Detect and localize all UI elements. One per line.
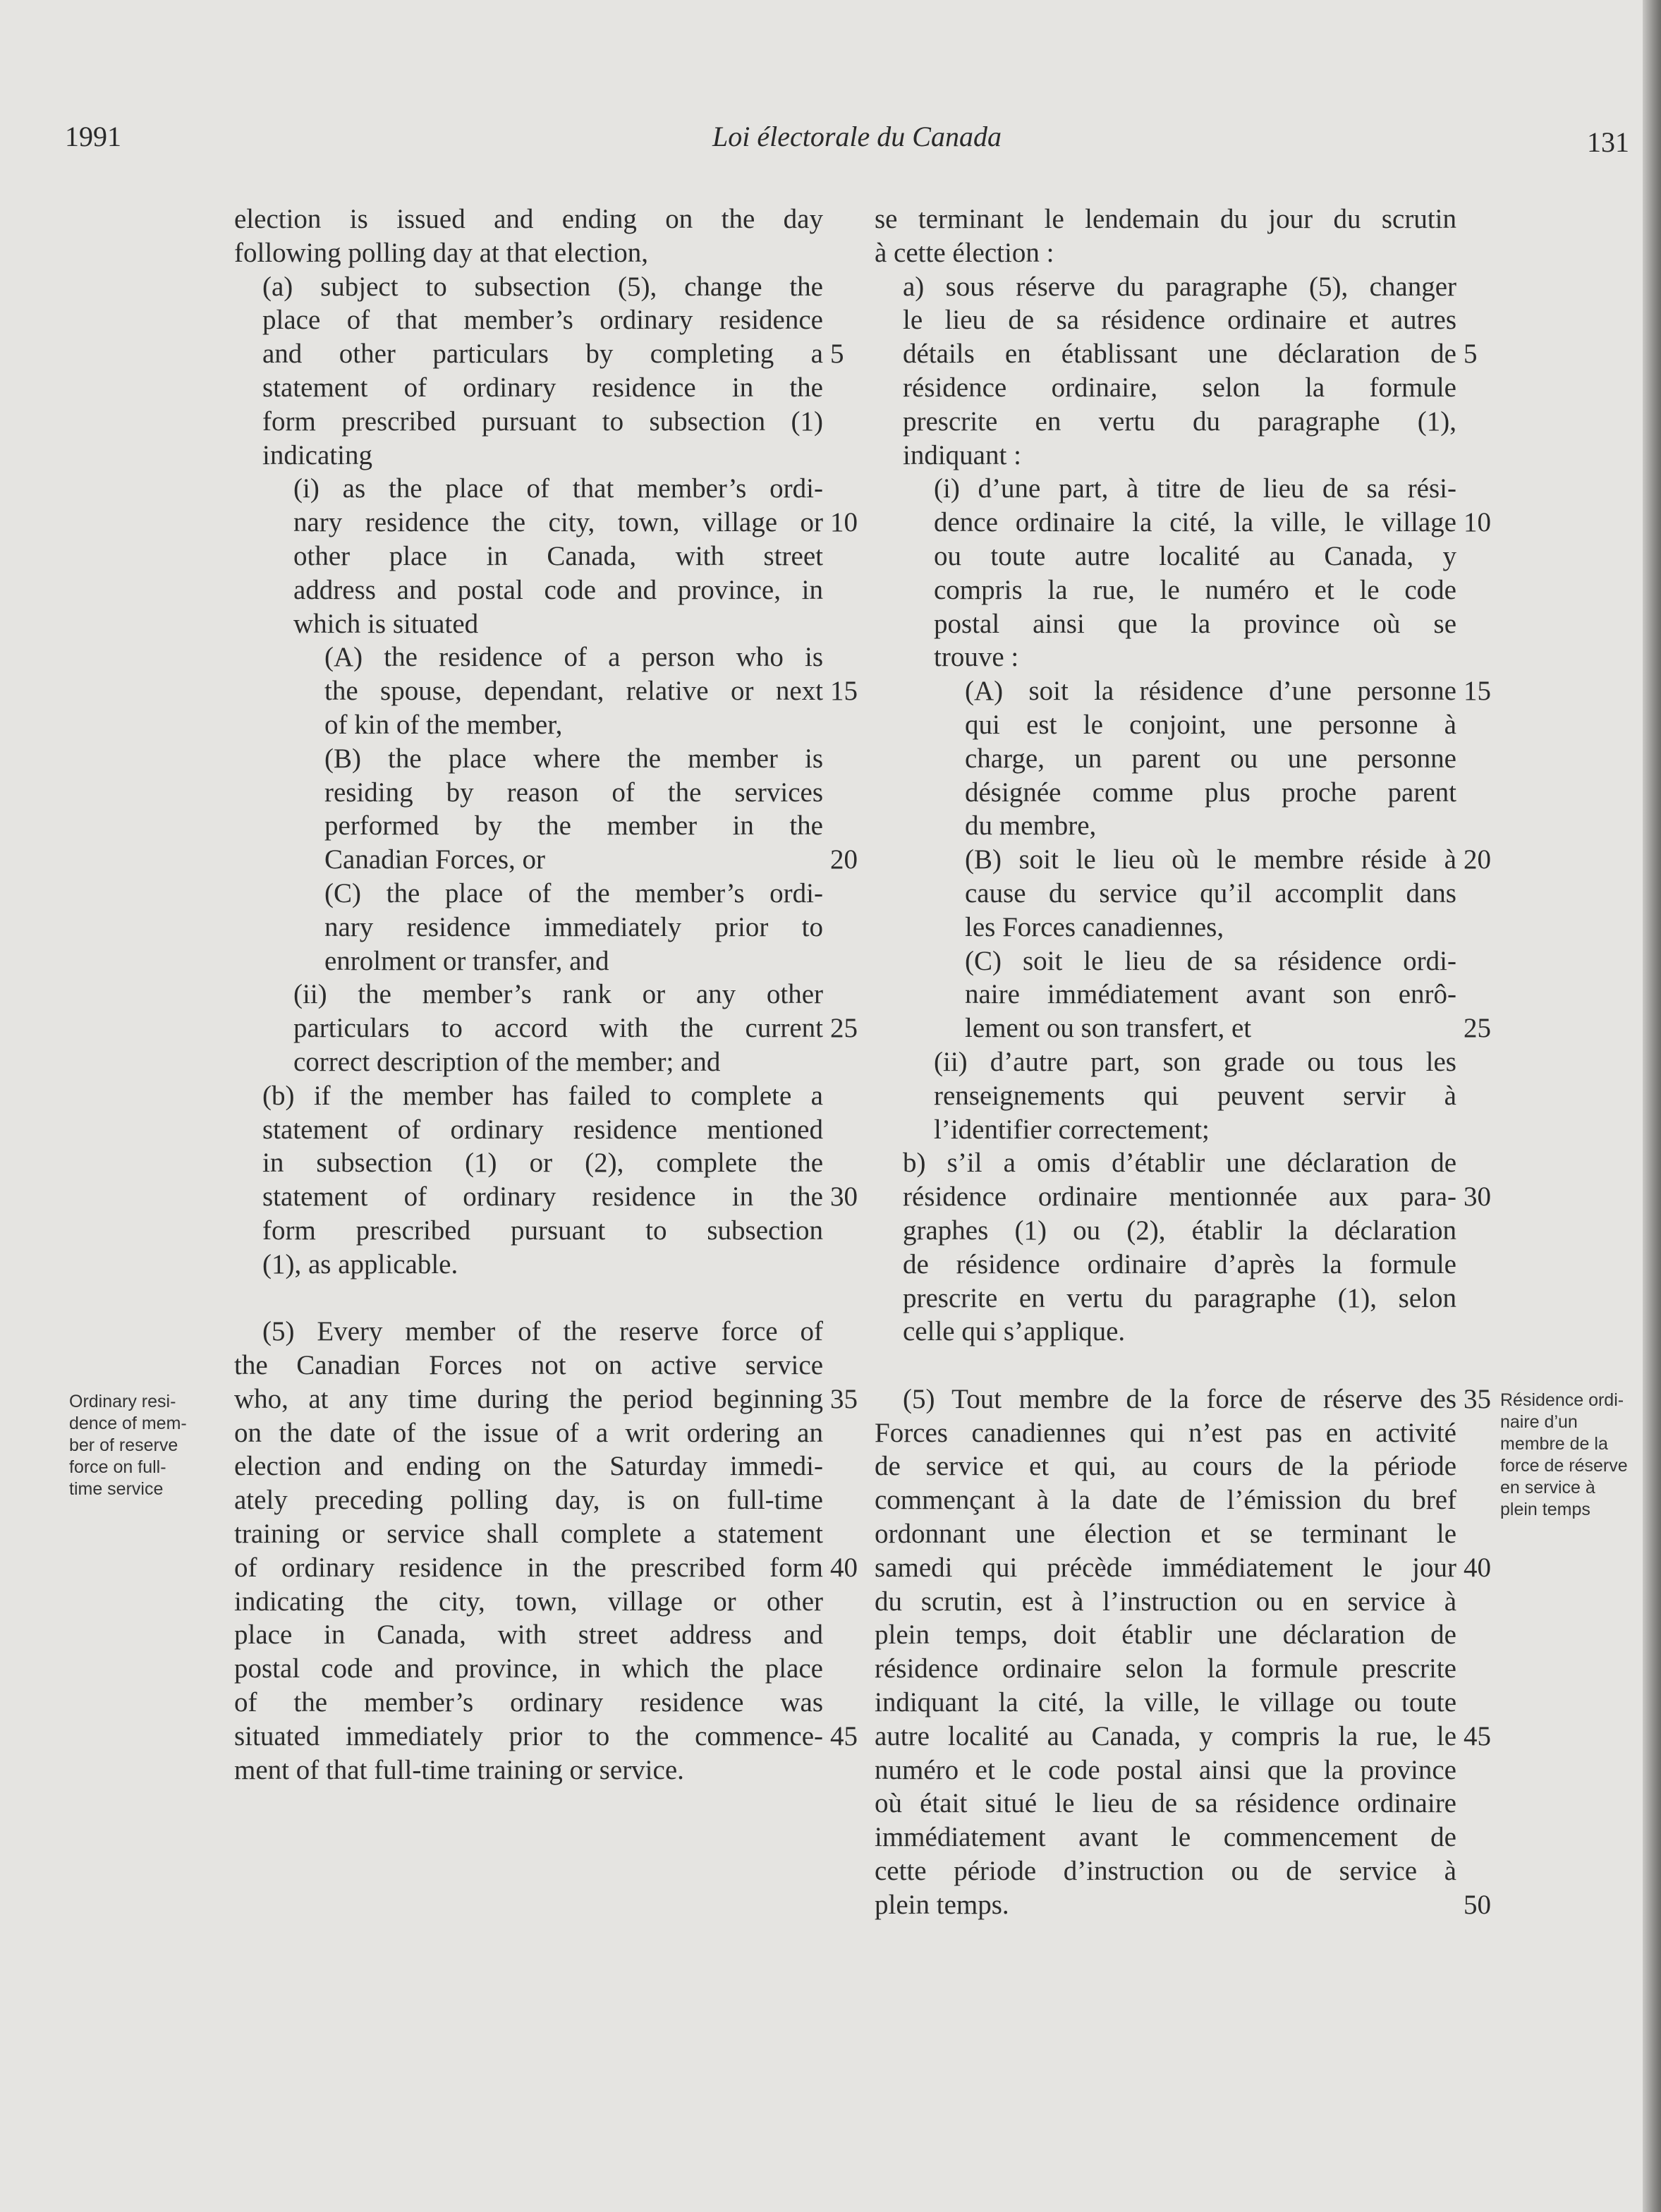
line-text: résidence ordinaire selon la formule prescrite xyxy=(875,1653,1456,1684)
text-line xyxy=(234,1349,823,1382)
text-line xyxy=(234,1618,823,1652)
line-text: compris la rue, le numéro et le code xyxy=(934,574,1456,605)
text-line xyxy=(234,506,858,540)
line-text: celle qui s’applique. xyxy=(903,1316,1126,1347)
line-text: naire immédiatement avant son enrô- xyxy=(965,979,1456,1010)
line-text: correct description of the member; and xyxy=(293,1046,721,1077)
line-number: 20 xyxy=(830,844,858,875)
margin-note-line: force on full- xyxy=(69,1457,166,1477)
text-line xyxy=(234,809,823,843)
text-line xyxy=(875,1618,1456,1652)
line-text: in subsection (1) or (2), complete the xyxy=(262,1148,823,1179)
text-line xyxy=(875,978,1456,1011)
text-line xyxy=(234,640,823,674)
line-number: 30 xyxy=(830,1181,858,1213)
line-text: election and ending on the Saturday immedi- xyxy=(234,1451,823,1482)
text-line xyxy=(875,1315,1456,1349)
text-line xyxy=(875,1720,1491,1754)
text-line xyxy=(234,1686,823,1720)
french-paragraph-4 xyxy=(875,202,1491,1349)
line-text: se terminant le lendemain du jour du scrutin xyxy=(875,204,1456,234)
line-text: particulars to accord with the current xyxy=(293,1013,823,1044)
text-line xyxy=(875,337,1478,371)
french-column xyxy=(875,202,1491,1922)
line-text: place of that member’s ordinary residence xyxy=(262,305,823,336)
text-line xyxy=(234,742,823,776)
text-line xyxy=(875,1517,1456,1551)
text-line xyxy=(875,1282,1456,1315)
text-line xyxy=(234,1652,823,1686)
line-number: 45 xyxy=(830,1720,858,1751)
text-line xyxy=(234,978,823,1011)
line-text: form prescribed pursuant to subsection xyxy=(262,1215,823,1246)
text-line xyxy=(875,1483,1456,1517)
text-line xyxy=(234,776,823,810)
line-text: renseignements qui peuvent servir à xyxy=(934,1080,1456,1111)
text-line xyxy=(875,202,1456,236)
margin-note-line: force de réserve xyxy=(1500,1456,1628,1476)
line-text: plein temps. xyxy=(875,1889,1009,1920)
english-margin-note xyxy=(69,1391,187,1500)
header-year: 1991 xyxy=(65,121,121,152)
text-line xyxy=(875,1045,1456,1079)
margin-note-line: ber of reserve xyxy=(69,1435,178,1455)
text-line xyxy=(234,1315,823,1349)
line-text: (1), as applicable. xyxy=(262,1248,458,1280)
french-margin-note xyxy=(1500,1390,1628,1521)
text-line xyxy=(234,843,858,877)
text-line xyxy=(234,1011,858,1045)
margin-note-line: en service à xyxy=(1500,1478,1595,1497)
line-text: (C) the place of the member’s ordi- xyxy=(324,877,823,909)
text-line xyxy=(234,1248,823,1282)
line-text: place in Canada, with street address and xyxy=(234,1620,823,1651)
text-line xyxy=(234,405,823,439)
line-number: 10 xyxy=(830,507,858,538)
line-text: (i) d’une part, à titre de lieu de sa rési- xyxy=(934,473,1456,504)
line-number: 25 xyxy=(830,1013,858,1044)
line-text: election is issued and ending on the day xyxy=(234,204,823,234)
paragraph-spacer xyxy=(875,1349,1456,1382)
margin-note-line: plein temps xyxy=(1500,1500,1590,1519)
line-number: 25 xyxy=(1464,1013,1491,1044)
line-text: of kin of the member, xyxy=(324,709,563,740)
text-line xyxy=(875,1754,1456,1787)
text-line xyxy=(234,439,823,473)
line-text: lement ou son transfert, et xyxy=(965,1013,1252,1044)
english-paragraph-5 xyxy=(234,1315,858,1787)
line-text: who, at any time during the period beginning xyxy=(234,1383,823,1414)
line-text: ately preceding polling day, is on full-time xyxy=(234,1485,823,1516)
line-text: performed by the member in the xyxy=(324,810,823,841)
text-line xyxy=(875,303,1456,337)
text-line xyxy=(875,1686,1456,1720)
line-text: cause du service qu’il accomplit dans xyxy=(965,877,1456,909)
line-text: statement of ordinary residence mentioned xyxy=(262,1114,823,1145)
text-line xyxy=(875,270,1456,304)
line-text: on the date of the issue of a writ ordering an xyxy=(234,1417,823,1448)
line-text: of the member’s ordinary residence was xyxy=(234,1687,823,1718)
line-text: cette période d’instruction ou de service à xyxy=(875,1856,1456,1887)
line-text: charge, un parent ou une personne xyxy=(965,743,1456,774)
text-line xyxy=(234,270,823,304)
text-line xyxy=(875,1011,1491,1045)
line-text: other place in Canada, with street xyxy=(293,540,823,571)
line-text: residing by reason of the services xyxy=(324,777,823,808)
line-text: a) sous réserve du paragraphe (5), changer xyxy=(903,271,1456,302)
line-text: (b) if the member has failed to complete a xyxy=(262,1080,823,1111)
line-text: enrolment or transfer, and xyxy=(324,945,609,976)
line-text: (5) Every member of the reserve force of xyxy=(262,1316,823,1347)
paragraph-spacer xyxy=(234,1282,823,1315)
text-line xyxy=(234,573,823,607)
line-text: (A) soit la résidence d’une personne xyxy=(965,676,1456,707)
text-line xyxy=(234,1180,858,1214)
text-line xyxy=(875,1382,1491,1416)
text-line xyxy=(875,1787,1456,1821)
margin-note-line: Résidence ordi- xyxy=(1500,1390,1624,1410)
line-text: du membre, xyxy=(965,810,1097,841)
text-line xyxy=(875,1821,1456,1854)
text-line xyxy=(875,1551,1491,1585)
line-text: où était situé le lieu de sa résidence ordinaire xyxy=(875,1788,1456,1819)
text-line xyxy=(234,1720,858,1754)
line-text: commençant à la date de l’émission du bref xyxy=(875,1485,1456,1516)
text-line xyxy=(234,911,823,944)
line-text: (a) subject to subsection (5), change the xyxy=(262,271,823,302)
line-text: autre localité au Canada, y compris la rue, le xyxy=(875,1720,1456,1751)
line-text: nary residence immediately prior to xyxy=(324,911,823,942)
line-text: de service et qui, au cours de la période xyxy=(875,1451,1456,1482)
text-line xyxy=(234,236,823,270)
line-text: (B) the place where the member is xyxy=(324,743,823,774)
english-paragraph-4 xyxy=(234,202,858,1282)
line-number: 15 xyxy=(1464,676,1491,707)
line-text: of ordinary residence in the prescribed form xyxy=(234,1552,823,1583)
line-text: the Canadian Forces not on active service xyxy=(234,1350,823,1381)
text-line xyxy=(234,607,823,641)
line-text: (5) Tout membre de la force de réserve des xyxy=(903,1383,1456,1414)
text-line xyxy=(875,607,1456,641)
line-number: 35 xyxy=(1464,1383,1491,1414)
line-text: (i) as the place of that member’s ordi- xyxy=(293,473,823,504)
line-text: form prescribed pursuant to subsection (1) xyxy=(262,406,823,437)
french-paragraph-5 xyxy=(875,1382,1491,1922)
line-text: statement of ordinary residence in the xyxy=(262,372,823,403)
line-text: following polling day at that election, xyxy=(234,237,649,268)
text-line xyxy=(875,472,1456,506)
line-number: 40 xyxy=(1464,1552,1491,1583)
text-line xyxy=(875,1652,1456,1686)
text-line xyxy=(875,506,1491,540)
margin-note-line: dence of mem- xyxy=(69,1414,187,1433)
text-line xyxy=(234,944,823,978)
text-line xyxy=(875,439,1456,473)
line-text: Forces canadiennes qui n’est pas en activité xyxy=(875,1417,1456,1448)
text-line xyxy=(875,1113,1456,1147)
line-text: indicating xyxy=(262,439,372,470)
margin-note-line: membre de la xyxy=(1500,1434,1608,1454)
line-text: le lieu de sa résidence ordinaire et autres xyxy=(903,305,1456,336)
text-line xyxy=(875,843,1491,877)
line-number: 10 xyxy=(1464,507,1491,538)
text-line xyxy=(234,1382,858,1416)
text-line xyxy=(875,742,1456,776)
line-number: 40 xyxy=(830,1552,858,1583)
line-text: situated immediately prior to the commence- xyxy=(234,1720,823,1751)
page-edge-shadow xyxy=(1643,0,1661,2212)
line-text: de résidence ordinaire d’après la formule xyxy=(903,1248,1456,1280)
text-line xyxy=(234,1045,823,1079)
line-text: trouve : xyxy=(934,642,1019,673)
line-text: ordonnant une élection et se terminant le xyxy=(875,1519,1456,1550)
text-line xyxy=(875,236,1456,270)
line-text: b) s’il a omis d’établir une déclaration de xyxy=(903,1148,1456,1179)
text-line xyxy=(234,1585,823,1619)
line-number: 35 xyxy=(830,1383,858,1414)
text-line xyxy=(875,1146,1456,1180)
text-line xyxy=(875,944,1456,978)
text-line xyxy=(234,877,823,911)
line-text: postal code and province, in which the place xyxy=(234,1653,823,1684)
line-text: nary residence the city, town, village or xyxy=(293,507,823,538)
line-text: du scrutin, est à l’instruction ou en service à xyxy=(875,1586,1456,1617)
text-line xyxy=(234,202,823,236)
text-line xyxy=(234,1113,823,1147)
line-text: (A) the residence of a person who is xyxy=(324,642,823,673)
text-line xyxy=(875,1854,1456,1888)
text-line xyxy=(234,1483,823,1517)
text-line xyxy=(875,1248,1456,1282)
line-text: graphes (1) ou (2), établir la déclaration xyxy=(903,1215,1456,1246)
text-line xyxy=(875,809,1456,843)
line-text: statement of ordinary residence in the xyxy=(262,1181,823,1213)
text-line xyxy=(234,1754,823,1787)
text-line xyxy=(234,1146,823,1180)
line-text: the spouse, dependant, relative or next xyxy=(324,676,823,707)
line-text: training or service shall complete a statement xyxy=(234,1519,823,1550)
line-text: l’identifier correctement; xyxy=(934,1114,1210,1145)
text-line xyxy=(875,573,1456,607)
header-title: Loi électorale du Canada xyxy=(712,121,1002,152)
english-column xyxy=(234,202,858,1787)
line-text: détails en établissant une déclaration de xyxy=(903,339,1456,370)
line-text: address and postal code and province, in xyxy=(293,574,823,605)
text-line xyxy=(875,1214,1456,1248)
text-line xyxy=(234,540,823,573)
line-text: (ii) d’autre part, son grade ou tous les xyxy=(934,1046,1456,1077)
text-line xyxy=(875,708,1456,742)
line-text: samedi qui précède immédiatement le jour xyxy=(875,1552,1456,1583)
line-text: (ii) the member’s rank or any other xyxy=(293,979,823,1010)
text-line xyxy=(234,1450,823,1483)
text-line xyxy=(234,337,844,371)
line-text: qui est le conjoint, une personne à xyxy=(965,709,1456,740)
line-number: 15 xyxy=(830,676,858,707)
text-line xyxy=(875,1079,1456,1113)
text-line xyxy=(234,1517,823,1551)
line-text: indiquant la cité, la ville, le village ou toute xyxy=(875,1687,1456,1718)
text-line xyxy=(875,1180,1491,1214)
text-line xyxy=(875,776,1456,810)
page-number: 131 xyxy=(1587,126,1629,158)
line-text: numéro et le code postal ainsi que la province xyxy=(875,1754,1456,1785)
text-line xyxy=(234,1551,858,1585)
line-text: Canadian Forces, or xyxy=(324,844,545,875)
line-text: dence ordinaire la cité, la ville, le village xyxy=(934,507,1456,538)
line-text: prescrite en vertu du paragraphe (1), selon xyxy=(903,1282,1456,1313)
text-line xyxy=(234,371,823,405)
line-number: 5 xyxy=(1464,339,1478,370)
line-text: les Forces canadiennes, xyxy=(965,911,1224,942)
line-text: plein temps, doit établir une déclaration de xyxy=(875,1620,1456,1651)
line-text: prescrite en vertu du paragraphe (1), xyxy=(903,406,1456,437)
line-text: and other particulars by completing a xyxy=(262,339,823,370)
line-number: 20 xyxy=(1464,844,1491,875)
line-text: ou toute autre localité au Canada, y xyxy=(934,540,1456,571)
margin-note-line: time service xyxy=(69,1479,164,1499)
text-line xyxy=(875,371,1456,405)
text-line xyxy=(875,1416,1456,1450)
text-line xyxy=(875,640,1456,674)
line-number: 30 xyxy=(1464,1181,1491,1213)
line-number: 50 xyxy=(1464,1889,1491,1920)
text-line xyxy=(234,674,858,708)
line-text: postal ainsi que la province où se xyxy=(934,608,1456,639)
text-line xyxy=(875,877,1456,911)
line-text: which is situated xyxy=(293,608,479,639)
text-line xyxy=(234,303,823,337)
line-text: ment of that full-time training or service. xyxy=(234,1754,684,1785)
line-text: indiquant : xyxy=(903,439,1021,470)
text-line xyxy=(234,1214,823,1248)
line-text: à cette élection : xyxy=(875,237,1054,268)
line-text: résidence ordinaire, selon la formule xyxy=(903,372,1456,403)
text-line xyxy=(875,1450,1456,1483)
line-text: résidence ordinaire mentionnée aux para- xyxy=(903,1181,1456,1213)
text-line xyxy=(875,911,1456,944)
margin-note-line: naire d’un xyxy=(1500,1412,1578,1432)
text-line xyxy=(234,472,823,506)
line-text: indicating the city, town, village or other xyxy=(234,1586,823,1617)
text-line xyxy=(234,1079,823,1113)
text-line xyxy=(875,1888,1491,1922)
margin-note-line: Ordinary resi- xyxy=(69,1392,176,1411)
line-text: (B) soit le lieu où le membre réside à xyxy=(965,844,1456,875)
line-number: 5 xyxy=(830,339,844,370)
line-text: (C) soit le lieu de sa résidence ordi- xyxy=(965,945,1456,976)
line-number: 45 xyxy=(1464,1720,1491,1751)
text-line xyxy=(875,1585,1456,1619)
text-line xyxy=(875,405,1456,439)
line-text: désignée comme plus proche parent xyxy=(965,777,1456,808)
text-line xyxy=(234,1416,823,1450)
text-line xyxy=(875,674,1491,708)
text-line xyxy=(234,708,823,742)
line-text: immédiatement avant le commencement de xyxy=(875,1822,1456,1853)
text-line xyxy=(875,540,1456,573)
